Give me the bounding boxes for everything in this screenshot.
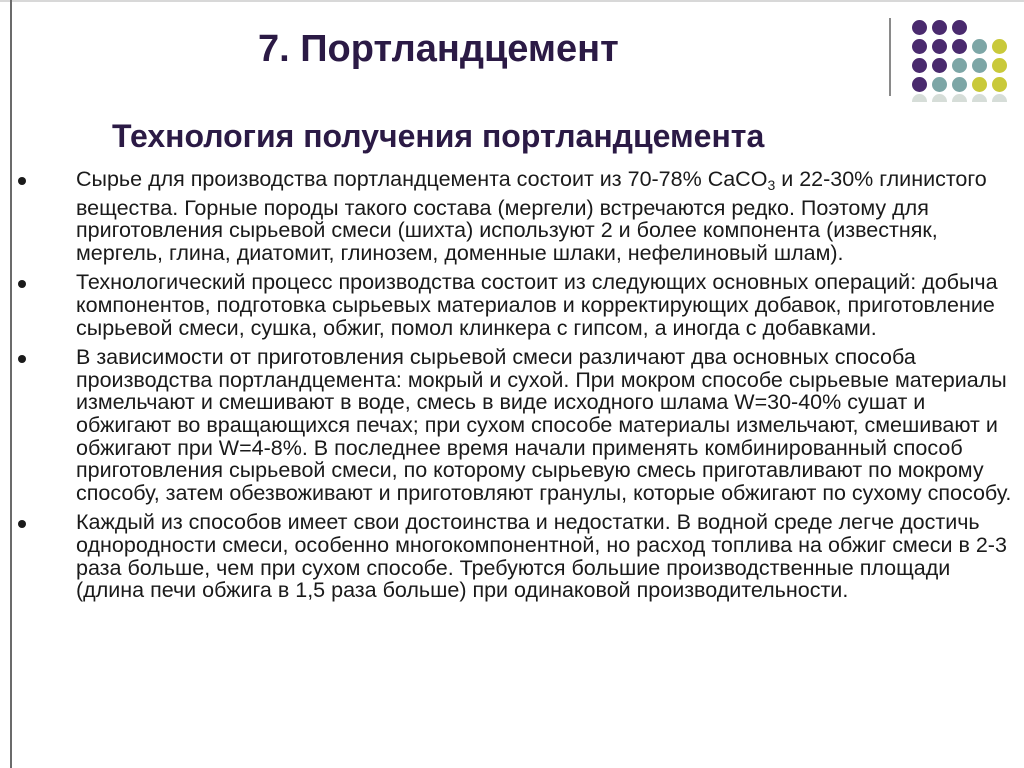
bullet-text-part: Сырье для производства портландцемента состоит из 70-78% CaCO bbox=[76, 167, 768, 191]
decor-dot bbox=[972, 39, 987, 54]
decor-dot bbox=[932, 39, 947, 54]
bullet-dot-icon bbox=[18, 280, 26, 288]
decor-dot bbox=[992, 58, 1007, 73]
decor-dot bbox=[932, 20, 947, 35]
decor-dot bbox=[992, 77, 1007, 92]
bullet-text-part: и 22-30% глинистого вещества. Горные породы такого состава (мергели) встречаются редко. Поэтому для приготовления сырьевой смеси (шихта) используют 2 и более компонента (известняк, мергель, глина, диатомит, глинозем, доменные шлаки, нефелиновый шлам). bbox=[76, 167, 987, 265]
slide-title: 7. Портландцемент bbox=[258, 28, 619, 70]
decor-dot bbox=[932, 94, 947, 102]
subscript: 3 bbox=[767, 177, 776, 193]
bullet-dot-icon bbox=[18, 355, 26, 363]
decor-dot bbox=[952, 58, 967, 73]
decor-dot bbox=[912, 20, 927, 35]
bullet-text bbox=[76, 168, 1016, 264]
bullet-item bbox=[16, 168, 1016, 264]
decor-dot bbox=[912, 39, 927, 54]
decor-dot bbox=[972, 77, 987, 92]
bullet-text: Каждый из способов имеет свои достоинства и недостатки. В водной среде легче достичь однородности смеси, особенно многокомпонентной, но расход топлива на обжиг смеси в 2-3 раза больше, чем при сухом способе. Требуются большие производственные площади (длина печи обжига в 1,5 раза больше) при одинаковой производительности. bbox=[76, 510, 1007, 603]
bullet-item bbox=[16, 346, 1016, 504]
bullet-text: Технологический процесс производства состоит из следующих основных операций: добыча компонентов, подготовка сырьевых материалов и корректирующих добавок, приготовление сырьевой смеси, сушка, обжиг, помол клинкера с гипсом, а иногда с добавками. bbox=[76, 270, 998, 340]
top-divider bbox=[0, 0, 1024, 2]
decor-dot bbox=[952, 20, 967, 35]
decor-dot bbox=[952, 94, 967, 102]
bullet-text: В зависимости от приготовления сырьевой смеси различают два основных способа производства портландцемента: мокрый и сухой. При мокром способе сырьевые материалы измельчают и смешивают в воде, смесь в виде исходного шлама W=30-40% сушат и обжигают во вращающихся печах; при сухом способе материалы измельчают, смешивают и обжигают при W=4-8%. В последнее время начали применять комбинированный способ приготовления сырьевой смеси, по которому сырьевую смесь приготавливают по мокрому способу, затем обезвоживают и приготовляют гранулы, которые обжигают по сухому способу. bbox=[76, 345, 1012, 505]
decor-dot bbox=[932, 58, 947, 73]
slide-subtitle: Технология получения портландцемента bbox=[112, 118, 765, 154]
bullet-dot-icon bbox=[18, 520, 26, 528]
dot-grid-icon bbox=[906, 18, 1016, 104]
decor-dot bbox=[912, 58, 927, 73]
bullet-item bbox=[16, 271, 1016, 339]
decor-dot bbox=[972, 58, 987, 73]
decor-dot bbox=[912, 94, 927, 102]
decor-dot bbox=[952, 39, 967, 54]
bullet-item bbox=[16, 511, 1016, 601]
decor-dot bbox=[972, 94, 987, 102]
decor-dot bbox=[952, 77, 967, 92]
bullet-dot-icon bbox=[18, 177, 26, 185]
decor-dot bbox=[992, 39, 1007, 54]
left-border-line bbox=[10, 0, 12, 768]
decor-dot bbox=[932, 77, 947, 92]
decor-dot bbox=[912, 77, 927, 92]
bullet-list bbox=[16, 168, 1016, 609]
decor-dot bbox=[992, 94, 1007, 102]
title-divider-line bbox=[889, 18, 891, 96]
